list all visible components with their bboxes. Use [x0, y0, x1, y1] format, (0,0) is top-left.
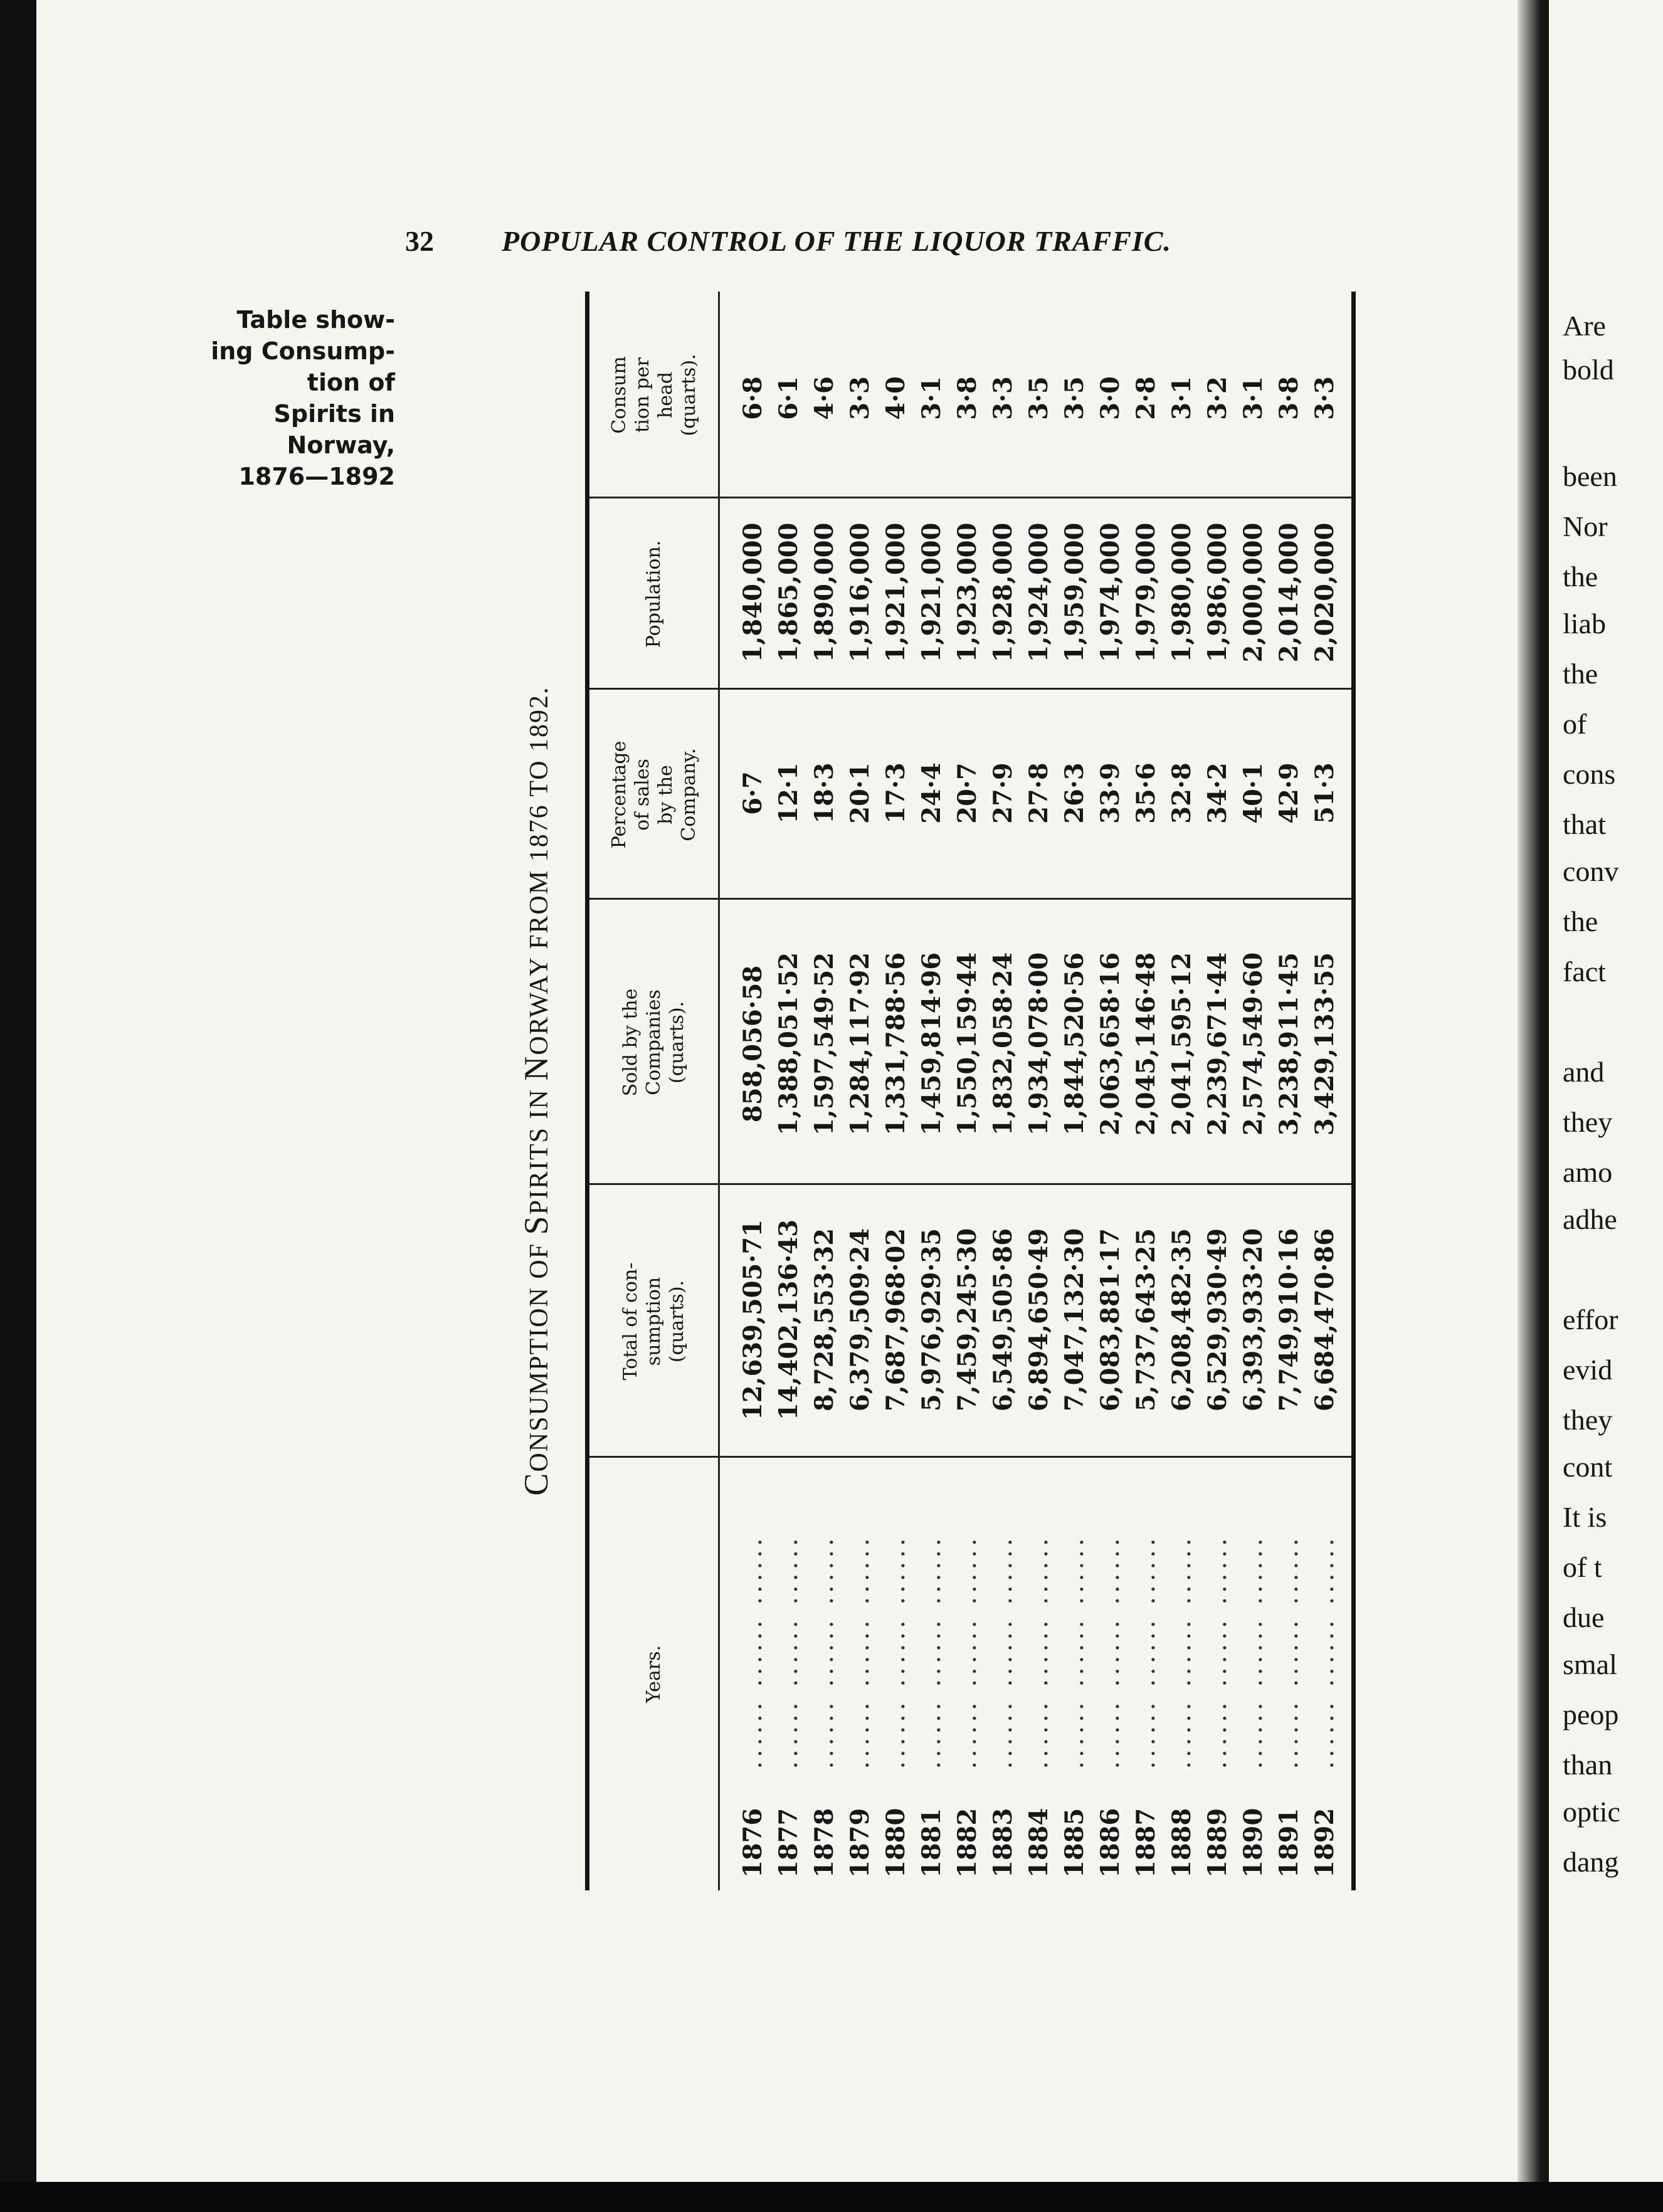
sold-by-companies-cell: 858,056·58 — [738, 965, 768, 1123]
percentage-cell: 18·3 — [810, 762, 839, 824]
page-number: 32 — [405, 225, 434, 257]
sold-by-companies-cell: 1,934,078·00 — [1024, 952, 1053, 1136]
year-value: 1883 — [988, 1808, 1018, 1878]
total-consumption-cell: 5,976,929·35 — [917, 1228, 946, 1412]
year-cell — [771, 1534, 806, 1878]
sold-by-companies-cell: 1,284,117·92 — [845, 952, 875, 1136]
header-total: Total of con- sumption (quarts). — [620, 1262, 688, 1381]
right-page — [1549, 0, 1663, 2182]
total-consumption-cell: 5,737,643·25 — [1131, 1228, 1161, 1412]
leader-dots: ...... ...... ...... — [1275, 1534, 1304, 1769]
margin-note-line: 1876—1892 — [238, 463, 395, 490]
year-value: 1887 — [1131, 1808, 1161, 1878]
population-cell: 1,928,000 — [988, 522, 1018, 663]
sold-by-companies-cell: 2,239,671·44 — [1203, 952, 1232, 1136]
population-cell: 1,979,000 — [1131, 522, 1161, 663]
right-page-text-fragment: than — [1563, 1749, 1613, 1781]
per-head-cell: 2·8 — [1131, 376, 1161, 420]
percentage-cell: 32·8 — [1167, 762, 1196, 824]
table-bottom-rule — [1351, 292, 1356, 1890]
population-cell: 2,014,000 — [1274, 522, 1304, 663]
sold-by-companies-cell: 1,550,159·44 — [953, 952, 982, 1136]
per-head-cell: 3·3 — [845, 376, 875, 420]
population-cell: 1,959,000 — [1060, 522, 1089, 663]
right-page-text-fragment: Are — [1563, 310, 1606, 342]
percentage-cell: 34·2 — [1203, 762, 1232, 824]
total-consumption-cell: 6,894,650·49 — [1024, 1228, 1053, 1412]
total-consumption-cell: 6,549,505·86 — [988, 1228, 1018, 1412]
leader-dots: ...... ...... ...... — [1025, 1534, 1053, 1769]
table-row — [771, 292, 806, 1890]
leader-dots: ...... ...... ...... — [739, 1534, 768, 1769]
sold-by-companies-cell: 1,844,520·56 — [1060, 952, 1089, 1136]
population-cell: 1,974,000 — [1095, 522, 1125, 663]
sold-by-companies-cell: 3,429,133·55 — [1310, 952, 1339, 1136]
table-top-rule — [585, 292, 589, 1890]
table-row — [1236, 292, 1271, 1890]
year-cell — [914, 1534, 949, 1878]
total-consumption-cell: 12,639,505·71 — [738, 1219, 768, 1421]
table-row — [1307, 292, 1343, 1890]
year-value: 1891 — [1274, 1808, 1304, 1878]
year-cell — [1164, 1534, 1200, 1878]
year-value: 1882 — [953, 1808, 982, 1878]
population-cell: 2,020,000 — [1310, 522, 1339, 663]
per-head-cell: 3·2 — [1203, 376, 1232, 420]
sold-by-companies-cell: 3,238,911·45 — [1274, 952, 1304, 1136]
table-row — [1164, 292, 1200, 1890]
consumption-table — [499, 292, 1358, 1890]
sold-by-companies-cell: 2,063,658·16 — [1095, 952, 1125, 1136]
leader-dots: ...... ...... ...... — [1203, 1534, 1232, 1769]
right-page-text-fragment: evid — [1563, 1354, 1613, 1386]
right-page-text-fragment: been — [1563, 460, 1617, 492]
total-consumption-cell: 6,083,881·17 — [1095, 1228, 1125, 1412]
right-page-text-fragment: smal — [1563, 1648, 1617, 1680]
population-cell: 1,980,000 — [1167, 522, 1196, 663]
table-row — [950, 292, 985, 1890]
per-head-cell: 3·8 — [953, 376, 982, 420]
table-row — [1129, 292, 1164, 1890]
sold-by-companies-cell: 1,832,058·24 — [988, 952, 1018, 1136]
leader-dots: ...... ...... ...... — [1168, 1534, 1196, 1769]
margin-note-line: Spirits in — [273, 400, 395, 428]
caption-part-2: PIRITS IN — [525, 1080, 554, 1215]
margin-note-line: ing Consump- — [211, 337, 395, 365]
year-value: 1888 — [1167, 1808, 1196, 1878]
margin-note — [157, 304, 395, 492]
percentage-cell: 24·4 — [917, 762, 946, 824]
right-page-text-fragment: they — [1563, 1404, 1613, 1436]
per-head-cell: 3·5 — [1060, 376, 1089, 420]
per-head-cell: 3·1 — [1167, 376, 1196, 420]
leader-dots: ...... ...... ...... — [1132, 1534, 1161, 1769]
right-page-text-fragment: optic — [1563, 1796, 1620, 1828]
header-population: Population. — [643, 540, 665, 648]
caption-part-3: ORWAY FROM 1876 TO 1892. — [525, 686, 554, 1055]
right-page-text-fragment: the — [1563, 561, 1598, 592]
total-consumption-cell: 6,393,933·20 — [1238, 1228, 1268, 1412]
leader-dots: ...... ...... ...... — [882, 1534, 911, 1769]
leader-dots: ...... ...... ...... — [1096, 1534, 1125, 1769]
right-page-text-fragment: the — [1563, 658, 1598, 690]
table-row — [1057, 292, 1092, 1890]
leader-dots: ...... ...... ...... — [1311, 1534, 1339, 1769]
right-page-text-fragment: the — [1563, 905, 1598, 937]
table-row — [807, 292, 842, 1890]
table-caption — [499, 292, 574, 1890]
scan-border — [0, 2182, 1663, 2212]
header-percentage: Percentage of sales by the Company. — [608, 740, 700, 849]
rotated-table-body — [499, 292, 1358, 1890]
year-cell — [736, 1534, 771, 1878]
year-value: 1886 — [1095, 1808, 1125, 1878]
header-years: Years. — [643, 1645, 665, 1704]
right-page-text-fragment: they — [1563, 1106, 1613, 1138]
table-row — [986, 292, 1021, 1890]
table-row — [843, 292, 878, 1890]
year-cell — [843, 1534, 878, 1878]
percentage-cell: 33·9 — [1095, 762, 1125, 824]
year-value: 1884 — [1024, 1808, 1053, 1878]
table-row — [1272, 292, 1307, 1890]
year-cell — [1129, 1534, 1164, 1878]
leader-dots: ...... ...... ...... — [774, 1534, 803, 1769]
year-value: 1877 — [774, 1808, 803, 1878]
right-page-text-fragment: conv — [1563, 855, 1619, 887]
sold-by-companies-cell: 1,388,051·52 — [774, 952, 803, 1136]
right-page-text-fragment: It is — [1563, 1501, 1607, 1533]
percentage-cell: 26·3 — [1060, 762, 1089, 824]
table-rows — [736, 292, 1347, 1890]
total-consumption-cell: 7,459,245·30 — [953, 1228, 982, 1412]
header-per-head: Consum tion per head (quarts). — [608, 354, 700, 436]
right-page-text-fragment: liab — [1563, 608, 1606, 640]
sold-by-companies-cell: 2,574,549·60 — [1238, 952, 1268, 1136]
right-page-text-fragment: fact — [1563, 956, 1606, 988]
per-head-cell: 3·8 — [1274, 376, 1304, 420]
year-value: 1881 — [917, 1808, 946, 1878]
population-cell: 1,921,000 — [881, 522, 911, 663]
per-head-cell: 3·3 — [988, 376, 1018, 420]
caption-initial-3: N — [517, 1055, 555, 1081]
margin-note-line: Table show- — [236, 306, 395, 334]
year-cell — [1307, 1534, 1343, 1878]
right-page-text-fragment: of — [1563, 708, 1587, 740]
year-cell — [986, 1534, 1021, 1878]
per-head-cell: 4·0 — [881, 376, 911, 420]
population-cell: 1,890,000 — [810, 522, 839, 663]
right-page-text-fragment: cons — [1563, 758, 1616, 790]
per-head-cell: 3·0 — [1095, 376, 1125, 420]
caption-initial-2: S — [517, 1214, 555, 1235]
percentage-cell: 20·7 — [953, 762, 982, 824]
year-cell — [807, 1534, 842, 1878]
percentage-cell: 42·9 — [1274, 762, 1304, 824]
sold-by-companies-cell: 2,045,146·48 — [1131, 952, 1161, 1136]
leader-dots: ...... ...... ...... — [989, 1534, 1018, 1769]
header-sold: Sold by the Companies (quarts). — [620, 988, 688, 1097]
year-cell — [879, 1534, 914, 1878]
year-value: 1892 — [1310, 1808, 1339, 1878]
table-row — [879, 292, 914, 1890]
population-cell: 1,923,000 — [953, 522, 982, 663]
percentage-cell: 12·1 — [774, 762, 803, 824]
total-consumption-cell: 6,208,482·35 — [1167, 1228, 1196, 1412]
running-title: POPULAR CONTROL OF THE LIQUOR TRAFFIC. — [502, 225, 1171, 257]
leader-dots: ...... ...... ...... — [1239, 1534, 1268, 1769]
year-cell — [1272, 1534, 1307, 1878]
caption-part-1: ONSUMPTION OF — [525, 1235, 554, 1472]
year-cell — [1057, 1534, 1092, 1878]
total-consumption-cell: 8,728,553·32 — [810, 1228, 839, 1412]
year-value: 1889 — [1203, 1808, 1232, 1878]
per-head-cell: 3·1 — [917, 376, 946, 420]
leader-dots: ...... ...... ...... — [810, 1534, 839, 1769]
total-consumption-cell: 14,402,136·43 — [774, 1219, 803, 1421]
header-rule — [718, 292, 720, 1890]
right-page-text-fragment: peop — [1563, 1698, 1619, 1730]
total-consumption-cell: 6,529,930·49 — [1203, 1228, 1232, 1412]
percentage-cell: 20·1 — [845, 762, 875, 824]
percentage-cell: 35·6 — [1131, 762, 1161, 824]
year-value: 1885 — [1060, 1808, 1089, 1878]
year-cell — [950, 1534, 985, 1878]
total-consumption-cell: 6,684,470·86 — [1310, 1228, 1339, 1412]
table-row — [736, 292, 771, 1890]
per-head-cell: 3·3 — [1310, 376, 1339, 420]
per-head-cell: 6·1 — [774, 376, 803, 420]
year-value: 1879 — [845, 1808, 875, 1878]
per-head-cell: 4·6 — [810, 376, 839, 420]
table-row — [1022, 292, 1057, 1890]
sold-by-companies-cell: 2,041,595·12 — [1167, 952, 1196, 1136]
population-cell: 1,921,000 — [917, 522, 946, 663]
per-head-cell: 3·5 — [1024, 376, 1053, 420]
per-head-cell: 3·1 — [1238, 376, 1268, 420]
percentage-cell: 51·3 — [1310, 762, 1339, 824]
table-row — [1200, 292, 1235, 1890]
right-page-text-fragment: dang — [1563, 1846, 1619, 1878]
sold-by-companies-cell: 1,459,814·96 — [917, 952, 946, 1136]
year-cell — [1200, 1534, 1235, 1878]
percentage-cell: 40·1 — [1238, 762, 1268, 824]
leader-dots: ...... ...... ...... — [917, 1534, 946, 1769]
year-value: 1876 — [738, 1808, 768, 1878]
population-cell: 1,865,000 — [774, 522, 803, 663]
table-row — [914, 292, 949, 1890]
total-consumption-cell: 7,047,132·30 — [1060, 1228, 1089, 1412]
sold-by-companies-cell: 1,597,549·52 — [810, 952, 839, 1136]
year-value: 1890 — [1238, 1808, 1268, 1878]
right-page-text-fragment: bold — [1563, 354, 1614, 386]
year-value: 1878 — [810, 1808, 839, 1878]
total-consumption-cell: 7,687,968·02 — [881, 1228, 911, 1412]
table-row — [1093, 292, 1128, 1890]
right-page-text-fragment: cont — [1563, 1451, 1613, 1483]
leader-dots: ...... ...... ...... — [953, 1534, 982, 1769]
right-page-text-fragment: amo — [1563, 1156, 1613, 1188]
right-page-text-fragment: of t — [1563, 1551, 1602, 1583]
year-cell — [1022, 1534, 1057, 1878]
right-page-text-fragment: that — [1563, 808, 1606, 840]
caption-initial-1: C — [517, 1472, 555, 1496]
leader-dots: ...... ...... ...... — [1060, 1534, 1089, 1769]
total-consumption-cell: 6,379,509·24 — [845, 1228, 875, 1412]
margin-note-line: tion of — [307, 369, 395, 396]
population-cell: 1,924,000 — [1024, 522, 1053, 663]
percentage-cell: 6·7 — [738, 771, 768, 815]
year-cell — [1236, 1534, 1271, 1878]
percentage-cell: 27·9 — [988, 762, 1018, 824]
population-cell: 1,916,000 — [845, 522, 875, 663]
population-cell: 1,840,000 — [738, 522, 768, 663]
per-head-cell: 6·8 — [738, 376, 768, 420]
sold-by-companies-cell: 1,331,788·56 — [881, 952, 911, 1136]
population-cell: 1,986,000 — [1203, 522, 1232, 663]
percentage-cell: 27·8 — [1024, 762, 1053, 824]
margin-note-line: Norway, — [287, 431, 395, 459]
right-page-text-fragment: due — [1563, 1601, 1605, 1633]
population-cell: 2,000,000 — [1238, 522, 1268, 663]
year-cell — [1093, 1534, 1128, 1878]
leader-dots: ...... ...... ...... — [846, 1534, 875, 1769]
right-page-text-fragment: effor — [1563, 1304, 1618, 1335]
year-value: 1880 — [881, 1808, 911, 1878]
right-page-text-fragment: adhe — [1563, 1203, 1617, 1235]
percentage-cell: 17·3 — [881, 762, 911, 824]
right-page-text-fragment: Nor — [1563, 510, 1608, 542]
right-page-text-fragment: and — [1563, 1056, 1605, 1088]
total-consumption-cell: 7,749,910·16 — [1274, 1228, 1304, 1412]
